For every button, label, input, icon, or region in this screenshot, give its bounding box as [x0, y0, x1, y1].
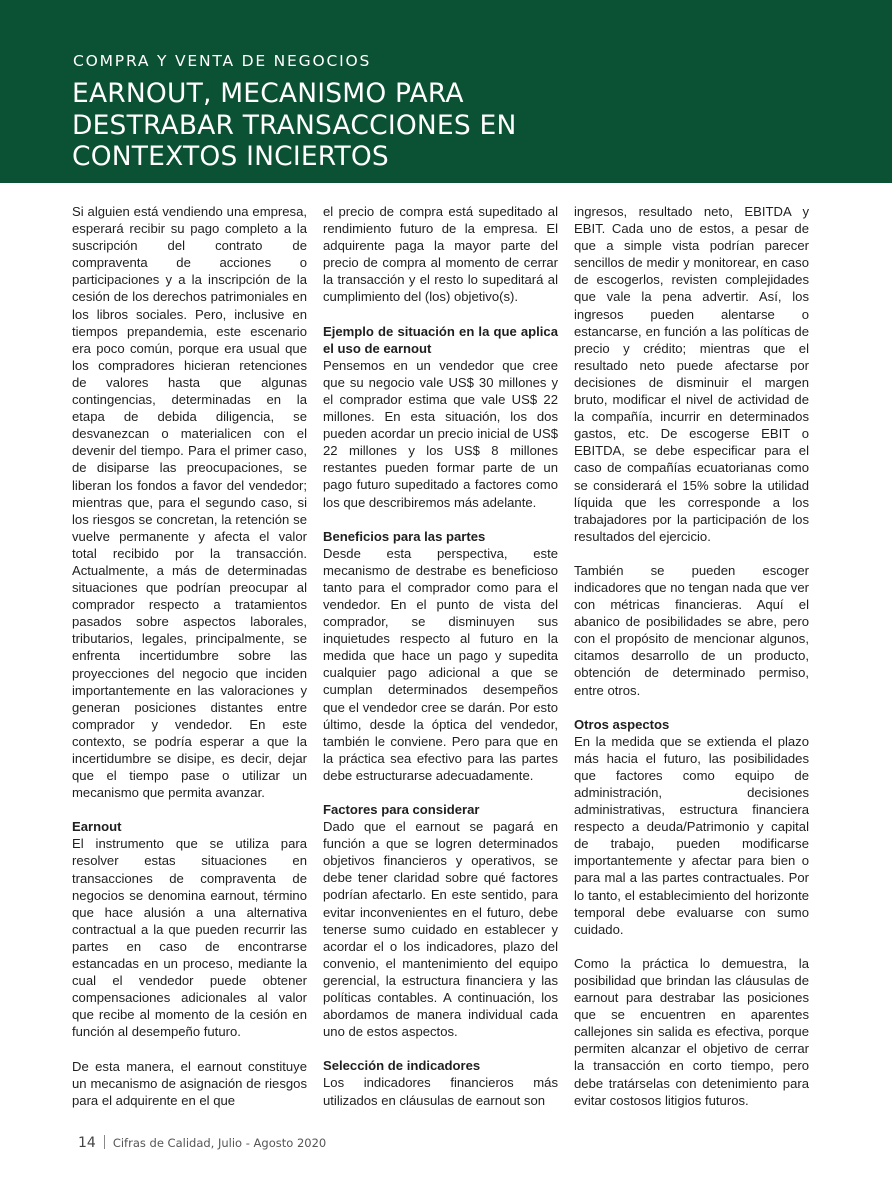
paragraph: Si alguien está vendiendo una empresa, esperará recibir su pago completo a la suscripción del contrato de compraventa de acciones o participaciones y a la inscripción de la cesión de los derechos patrimoniales en los libros sociales. Pero, inclusive en tiempos prepandemia, este escenario era poco común, porque era usual que los compradores hicieran retenciones de valores hasta que algunas contingencias, determinadas en la etapa de debida diligencia, se desvanezcan o materialicen con el devenir del tiempo. Para el primer caso, de disiparse las preocupaciones, se liberan los fondos a favor del vendedor; mientras que, para el segundo caso, si los riesgos se concretan, la retención se vuelve permanente y afecta el valor total recibido por la transacción. Actualmente, a más de determinadas situaciones que podrían preocupar al comprador respecto a tratamientos pasados sobre aspectos laborales, tributarios, legales, principalmente, se enfrenta incertidumbre sobre las proyecciones del negocio que inciden importantemente en las valoraciones y generan posiciones distantes entre comprador y vendedor. En este contexto, se podría esperar a que la incertidumbre se disipe, es decir, dejar que el tiempo pase o utilizar un mecanismo que permita avanzar. — [72, 204, 307, 801]
page-number: 14 — [78, 1135, 96, 1151]
section-heading: Earnout — [72, 819, 122, 835]
paragraph: Desde esta perspectiva, este mecanismo de destrabe es beneficioso tanto para el comprador como para el vendedor. En el punto de vista del comprador, se disminuyen sus inquietudes respecto al futuro en la medida que hace un pago y supedita cualquier pago adicional a que se cumplan determinados desempeños que el vendedor cree se darán. Por esto último, desde la óptica del vendedor, también le conviene. Pero para que en la práctica sea efectivo para las partes debe estructurarse adecuadamente. — [323, 545, 558, 783]
section-heading: Otros aspectos — [574, 716, 670, 732]
paragraph: el precio de compra está supeditado al rendimiento futuro de la empresa. El adquirente paga la mayor parte del precio de compra al momento de cerrar la transacción y el resto lo supeditará al cumplimiento del (los) objetivo(s). — [323, 204, 558, 305]
paragraph: Pensemos en un vendedor que cree que su negocio vale US$ 30 millones y el comprador estima que vale US$ 22 millones. En esta situación, los dos pueden acordar un precio inicial de US$ 22 millones y los US$ 8 millones restantes pueden formar parte de un pago futuro supeditado a factores como los que describiremos más adelante. — [323, 357, 558, 510]
paragraph: También se pueden escoger indicadores que no tengan nada que ver con métricas financieras. Aquí el abanico de posibilidades se abre, pero con el propósito de mencionar algunos, citamos desarrollo de un producto, obtención de determinado permiso, entre otros. — [574, 562, 809, 698]
paragraph: Como la práctica lo demuestra, la posibilidad que brindan las cláusulas de earnout para destrabar las posiciones que se encuentren en aparentes callejones sin salida es efectiva, porque permiten alcanzar el objetivo de cerrar la transacción en corto tiempo, pero debe tratárselas con detenimiento para evitar costosos litigios futuros. — [574, 955, 809, 1108]
column-3 — [574, 203, 809, 1109]
section-kicker: COMPRA Y VENTA DE NEGOCIOS — [73, 52, 372, 70]
paragraph: En la medida que se extienda el plazo más hacia el futuro, las posibilidades que factores como equipo de administración, decisiones administrativas, estructura financiera respecto a deuda/Patrimonio y capital de trabajo, pueden modificarse importantemente y afectar para bien o para mal a las partes contractuales. Por lo tanto, el establecimiento del horizonte temporal debe evaluarse con sumo cuidado. — [574, 733, 809, 937]
header-banner — [0, 0, 892, 183]
section-heading: Beneficios para las partes — [323, 528, 486, 544]
publication-name: Cifras de Calidad, Julio - Agosto 2020 — [112, 1136, 327, 1150]
section-heading: Ejemplo de situación en la que aplica el uso de earnout — [323, 323, 558, 356]
section-heading: Selección de indicadores — [323, 1058, 481, 1074]
page-footer — [78, 1135, 326, 1151]
paragraph: De esta manera, el earnout constituye un mecanismo de asignación de riesgos para el adquirente en el que — [72, 1058, 307, 1108]
article-title: EARNOUT, MECANISMO PARA DESTRABAR TRANSACCIONES EN CONTEXTOS INCIERTOS — [72, 78, 517, 172]
column-1 — [72, 203, 307, 1109]
column-2 — [323, 203, 558, 1109]
section-heading: Factores para considerar — [323, 802, 480, 817]
paragraph: Dado que el earnout se pagará en función a que se logren determinados objetivos financieros y operativos, se debe tener claridad sobre qué factores podrían afectarlo. En este sentido, para evitar inconvenientes en el futuro, debe tenerse sumo cuidado en establecer y acordar el o los indicadores, plazo del convenio, el mantenimiento del equipo gerencial, la estructura financiera y las políticas contables. A continuación, los abordamos de manera individual cada uno de estos aspectos. — [323, 819, 558, 1040]
footer-divider — [104, 1135, 105, 1149]
paragraph: El instrumento que se utiliza para resolver estas situaciones en transacciones de compraventa de negocios se denomina earnout, término que hace alusión a una alternativa contractual a la que pueden recurrir las partes en caso de encontrarse estancadas en un proceso, mediante la cual el vendedor puede obtener compensaciones adicionales al valor que recibe al momento de la cesión en función al desempeño futuro. — [72, 836, 307, 1040]
paragraph: ingresos, resultado neto, EBITDA y EBIT. Cada uno de estos, a pesar de que a simple vista podrían parecer sencillos de medir y monitorear, en caso de escogerlos, revisten complejidades que vale la pena advertir. Así, los ingresos pueden alentarse o estancarse, en función a las políticas de precio y crédito; mientras que el resultado neto puede afectarse por decisiones de disminuir el margen bruto, modificar el nivel de actividad de la compañía, incurrir en determinados gastos, etc. De escogerse EBIT o EBITDA, se debe especificar para el caso de compañías ecuatorianas como se considerará el 15% sobre la utilidad líquida que les corresponde a los trabajadores por la participación de los resultados del ejercicio. — [574, 204, 809, 544]
paragraph: Los indicadores financieros más utilizados en cláusulas de earnout son — [323, 1075, 558, 1108]
